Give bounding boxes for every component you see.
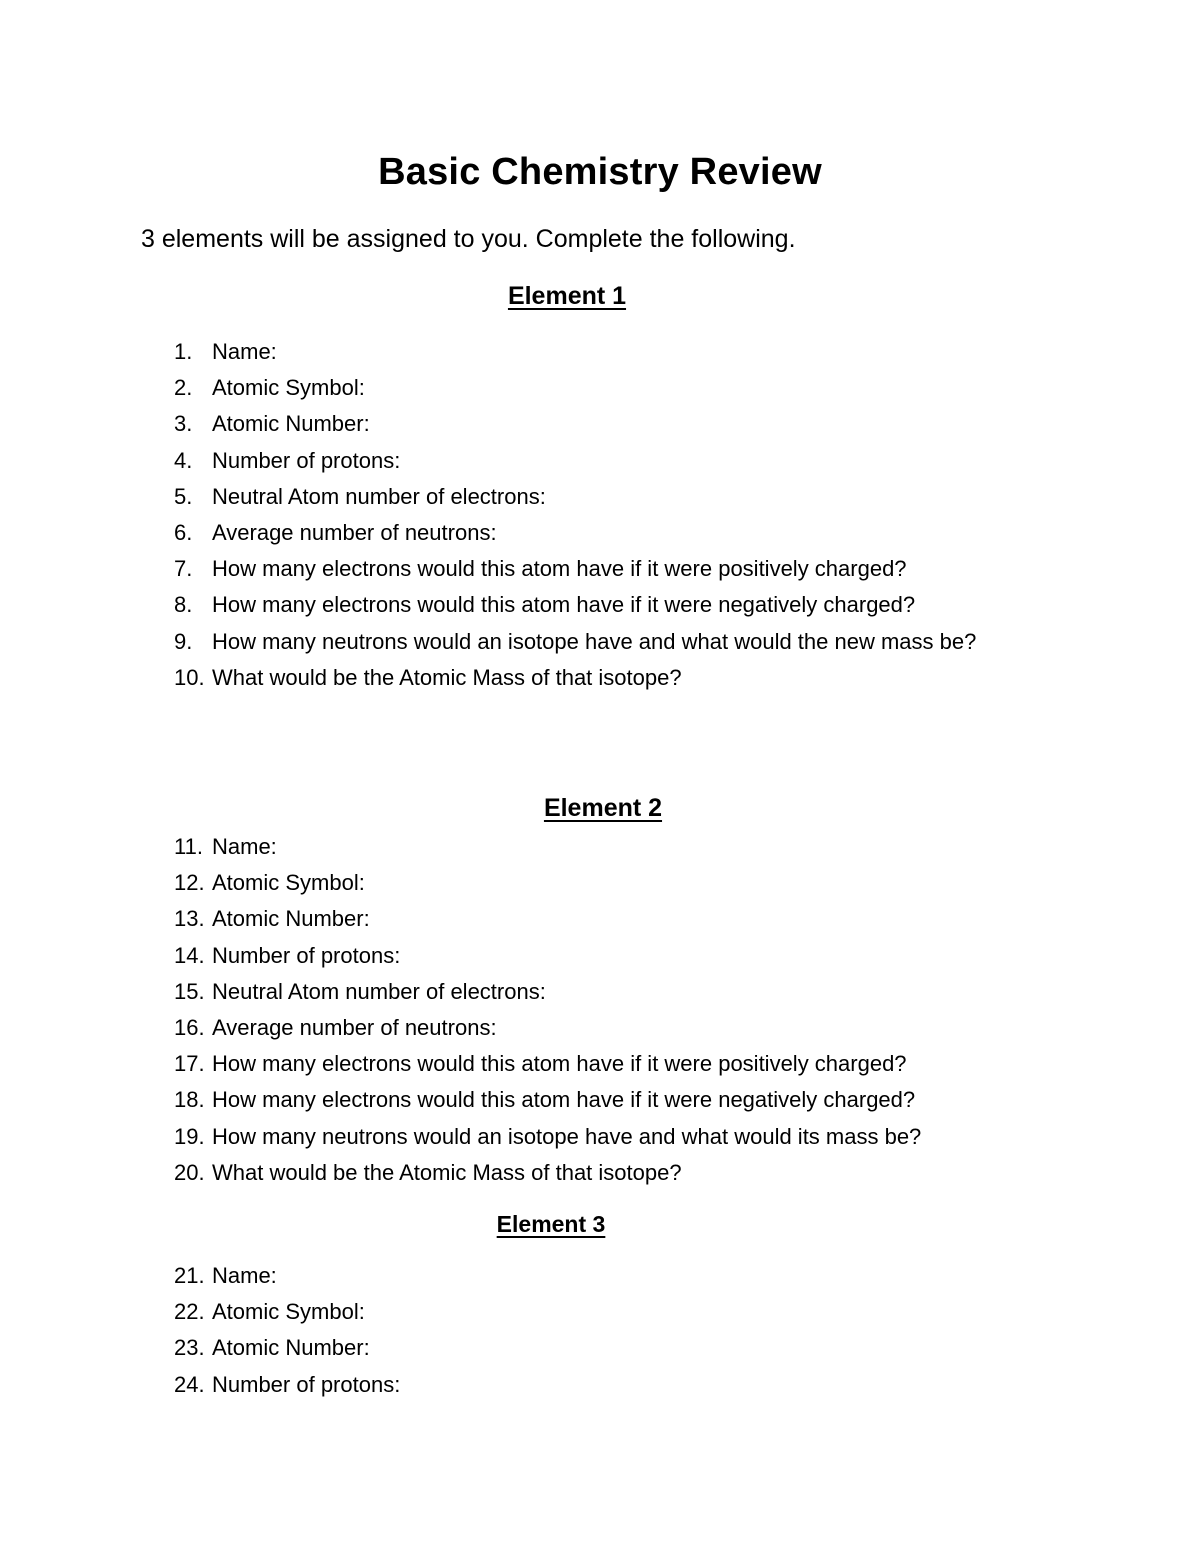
question-text: Number of protons: [212,1371,401,1397]
section-heading-element-3: Element 3 [496,1211,606,1237]
question-number: 7. [174,556,193,582]
question-text: Atomic Symbol: [212,1299,365,1325]
question-item [0,660,1200,696]
question-number: 2. [174,375,193,401]
question-item [0,406,1200,442]
question-number: 19. [174,1123,205,1149]
question-item [0,479,1200,515]
question-item [0,1119,1200,1155]
question-item [0,829,1200,865]
page-title: Basic Chemistry Review [378,151,822,193]
question-item [0,1046,1200,1082]
question-text: How many electrons would this atom have if it were positively charged? [212,556,907,582]
question-item [0,1330,1200,1366]
question-item [0,865,1200,901]
question-item [0,370,1200,406]
question-text: What would be the Atomic Mass of that isotope? [212,664,682,690]
question-text: Atomic Symbol: [212,870,365,896]
question-text: Number of protons: [212,942,401,968]
question-number: 17. [174,1051,205,1077]
question-item [0,551,1200,587]
question-number: 14. [174,942,205,968]
question-number: 1. [174,339,193,364]
question-item [0,938,1200,974]
question-number: 16. [174,1015,205,1041]
question-text: Average number of neutrons: [212,1015,497,1041]
question-item [0,1294,1200,1330]
question-text: Atomic Number: [212,411,370,437]
question-text: Name: [212,1263,277,1288]
question-text: How many electrons would this atom have if it were positively charged? [212,1051,907,1077]
question-number: 8. [174,592,193,618]
question-item [0,974,1200,1010]
question-item [0,334,1200,370]
question-number: 15. [174,978,205,1004]
question-item [0,443,1200,479]
question-text: Name: [212,339,277,364]
question-number: 21. [174,1263,205,1288]
question-list-element-1 [0,334,1200,696]
question-number: 6. [174,520,193,546]
question-item [0,1010,1200,1046]
question-number: 10. [174,664,205,690]
question-number: 24. [174,1371,205,1397]
question-text: How many electrons would this atom have if it were negatively charged? [212,1087,916,1113]
question-text: Atomic Symbol: [212,375,365,401]
question-text: How many neutrons would an isotope have and what would its mass be? [212,1123,922,1149]
question-item [0,587,1200,623]
question-text: Name: [212,834,277,859]
question-item [0,1155,1200,1191]
question-list-element-3 [0,1258,1200,1403]
question-item [0,1082,1200,1118]
question-list-element-2 [0,829,1200,1191]
question-number: 4. [174,447,193,473]
question-text: Atomic Number: [212,1335,370,1361]
question-text: Atomic Number: [212,906,370,932]
intro-text: 3 elements will be assigned to you. Complete the following. [141,225,796,253]
question-item [0,1258,1200,1294]
question-text: How many electrons would this atom have if it were negatively charged? [212,592,916,618]
question-text: What would be the Atomic Mass of that isotope? [212,1159,682,1185]
question-number: 12. [174,870,205,896]
question-text: Average number of neutrons: [212,520,497,546]
question-number: 5. [174,483,193,509]
question-number: 22. [174,1299,205,1325]
question-number: 18. [174,1087,205,1113]
question-text: Neutral Atom number of electrons: [212,978,546,1004]
question-number: 13. [174,906,205,932]
question-number: 11. [174,834,203,859]
question-item [0,901,1200,937]
question-number: 3. [174,411,193,437]
question-text: How many neutrons would an isotope have and what would the new mass be? [212,628,977,654]
question-number: 20. [174,1159,205,1185]
section-heading-element-2: Element 2 [543,794,663,822]
question-text: Neutral Atom number of electrons: [212,483,546,509]
question-item [0,1367,1200,1403]
section-heading-element-1: Element 1 [507,282,627,310]
question-item [0,515,1200,551]
question-item [0,624,1200,660]
question-number: 9. [174,628,193,654]
question-text: Number of protons: [212,447,401,473]
question-number: 23. [174,1335,205,1361]
